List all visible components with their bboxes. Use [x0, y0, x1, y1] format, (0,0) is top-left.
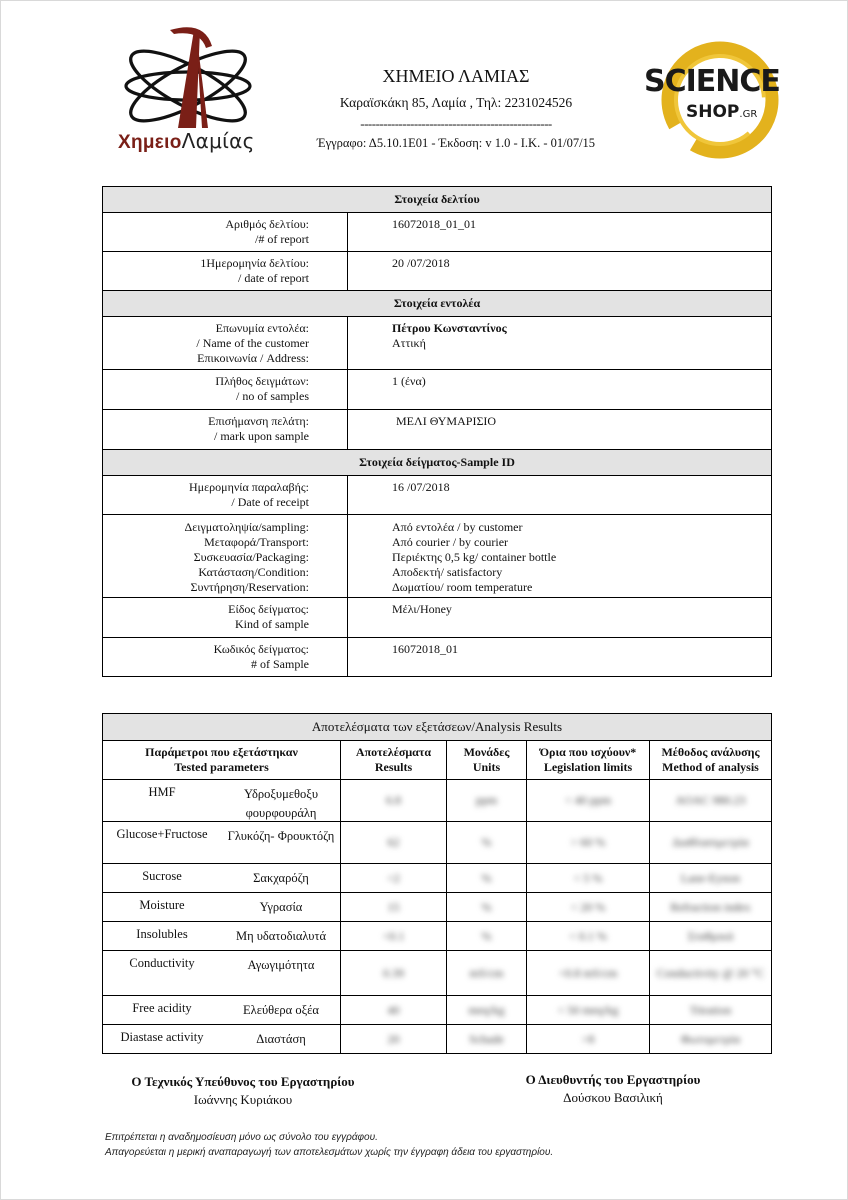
parameter-en: HMF	[148, 785, 176, 799]
lab-address: Καραϊσκάκη 85, Λαμία , Τηλ: 2231024526	[339, 95, 573, 110]
mark-label-gr: Επισήμανση πελάτη:	[208, 414, 309, 428]
parameter-cell	[103, 996, 341, 1025]
unit-cell	[447, 780, 527, 822]
footer-notice	[105, 1130, 553, 1160]
limit-value: >8	[581, 1031, 595, 1046]
result-value: 0.39	[383, 965, 404, 980]
transport-value: Από courier / by courier	[392, 535, 509, 549]
unit-cell	[447, 1025, 527, 1054]
results-row	[103, 864, 772, 893]
parameter-gr: Υδροξυμεθοξυ φουρφουράλη	[243, 787, 319, 820]
col-header-limits	[527, 741, 650, 780]
atom-logo-icon	[108, 24, 288, 134]
parameter-en: Insolubles	[136, 927, 188, 941]
limit-value: < 5 %	[573, 870, 603, 885]
samples-value: 1 (ένα)	[348, 370, 772, 410]
units-header-gr: Μονάδες	[463, 745, 510, 759]
samples-label-gr: Πλήθος δειγμάτων:	[215, 374, 309, 388]
logo-text-part2: Λαμίας	[181, 129, 255, 153]
unit-cell	[447, 951, 527, 996]
unit-value: meq/kg	[468, 1002, 505, 1017]
limit-value: < 20 %	[570, 899, 606, 914]
unit-cell	[447, 996, 527, 1025]
kind-label	[103, 598, 348, 638]
method-cell	[650, 1025, 772, 1054]
limits-header-gr: Όρια που ισχύουν*	[539, 745, 637, 759]
limit-cell	[527, 951, 650, 996]
kind-value: Μέλι/Honey	[348, 598, 772, 638]
param-header-gr: Παράμετροι που εξετάστηκαν	[145, 745, 298, 759]
report-no-label-gr: Αριθμός δελτίου:	[225, 217, 309, 231]
condition-value: Αποδεκτή/ satisfactory	[392, 565, 503, 579]
method-cell	[650, 822, 772, 864]
parameter-en: Diastase activity	[120, 1030, 204, 1044]
parameter-cell	[103, 951, 341, 996]
footer-line-2: Απαγορεύεται η μερική αναπαραγωγή των αποτελεσμάτων χωρίς την έγγραφη άδεια του εργαστηρίου.	[105, 1147, 554, 1158]
lab-name: ΧΗΜΕΙΟ ΛΑΜΙΑΣ	[382, 66, 530, 86]
code-value: 16072018_01	[348, 638, 772, 677]
unit-value: %	[481, 928, 492, 943]
reservation-label: Συντήρηση/Reservation:	[190, 580, 309, 594]
report-date-label-gr: 1Ημερομηνία δελτίου:	[200, 256, 309, 270]
science-shop-logo	[638, 38, 788, 162]
lab-header	[296, 66, 616, 151]
report-info-table	[102, 186, 772, 677]
results-row	[103, 996, 772, 1025]
report-date-label-en: / date of report	[238, 271, 309, 285]
logo-shop-suffix: .GR	[739, 109, 758, 120]
customer-name-value	[348, 317, 772, 370]
method-value: Διαθλασιμετρία	[672, 835, 749, 849]
result-cell	[341, 951, 447, 996]
signature-technical-manager	[118, 1074, 368, 1108]
result-value: 6.8	[386, 793, 401, 807]
limit-cell	[527, 922, 650, 951]
kind-label-gr: Είδος δείγματος:	[228, 602, 309, 616]
parameter-cell	[103, 822, 341, 864]
parameter-gr: Σακχαρόζη	[253, 871, 309, 885]
method-value: Σταθμικά	[687, 928, 734, 943]
method-cell	[650, 780, 772, 822]
parameter-en: Conductivity	[129, 956, 195, 970]
logo-text-part1: Χημειο	[118, 132, 182, 153]
method-cell	[650, 864, 772, 893]
limit-value: < 50 meq/kg	[557, 1002, 619, 1017]
method-cell	[650, 893, 772, 922]
unit-cell	[447, 822, 527, 864]
reservation-value: Δωματίου/ room temperature	[392, 580, 533, 594]
limit-cell	[527, 1025, 650, 1054]
customer-name-label	[103, 317, 348, 370]
report-date-value: 20 /07/2018	[348, 252, 772, 291]
parameter-gr: Μη υδατοδιαλυτά	[235, 929, 327, 943]
parameter-cell	[103, 1025, 341, 1054]
param-header-en: Tested parameters	[174, 760, 269, 774]
signature-right-name: Δούσκου Βασιλική	[563, 1090, 663, 1105]
samples-label-en: / no of samples	[236, 389, 309, 403]
code-label	[103, 638, 348, 677]
unit-cell	[447, 922, 527, 951]
limits-header-en: Legislation limits	[543, 760, 633, 774]
results-row	[103, 1025, 772, 1054]
customer-name-label-en: / Name of the customer	[196, 336, 309, 350]
result-cell	[341, 893, 447, 922]
limit-cell	[527, 780, 650, 822]
method-header-en: Method of analysis	[662, 760, 759, 774]
section-title-sample: Στοιχεία δείγματος-Sample ID	[103, 450, 772, 476]
code-label-en: # of Sample	[251, 657, 309, 671]
method-value: Φωτομετρία	[680, 1031, 741, 1046]
logo-shop-text	[686, 102, 757, 122]
limit-cell	[527, 893, 650, 922]
packaging-value: Περιέκτης 0,5 kg/ container bottle	[392, 550, 557, 564]
receipt-value: 16 /07/2018	[348, 476, 772, 515]
method-cell	[650, 922, 772, 951]
signature-right-title: Ο Διευθυντής του Εργαστηρίου	[525, 1072, 701, 1087]
footer-line-1: Επιτρέπεται η αναδημοσίευση μόνο ως σύνολο του εγγράφου.	[105, 1132, 378, 1143]
results-row	[103, 893, 772, 922]
sampling-values	[348, 515, 772, 598]
results-row	[103, 951, 772, 996]
report-date-label	[103, 252, 348, 291]
unit-cell	[447, 864, 527, 893]
result-value: <2	[387, 870, 400, 885]
parameter-en: Sucrose	[142, 869, 182, 883]
customer-name-label-gr: Επωνυμία εντολέα:	[215, 321, 309, 335]
limit-value: < 40 ppm	[564, 793, 612, 807]
results-row	[103, 922, 772, 951]
kind-label-en: Kind of sample	[235, 617, 309, 631]
customer-name: Πέτρου Κωνσταντίνος	[392, 321, 507, 335]
header-separator: --------------------------------------------------	[360, 116, 552, 131]
result-value: 15	[387, 899, 400, 914]
samples-label	[103, 370, 348, 410]
mark-value: ΜΕΛΙ ΘΥΜΑΡΙΣΙΟ	[348, 410, 772, 450]
result-cell	[341, 822, 447, 864]
sampling-labels	[103, 515, 348, 598]
unit-value: mS/cm	[469, 965, 504, 980]
parameter-cell	[103, 864, 341, 893]
unit-value: %	[481, 870, 492, 885]
results-header-en: Results	[374, 760, 413, 774]
logo-text	[118, 128, 255, 154]
result-cell	[341, 922, 447, 951]
signature-left-title: Ο Τεχνικός Υπεύθυνος του Εργαστηρίου	[131, 1074, 355, 1089]
report-no-label	[103, 213, 348, 252]
section-title-report: Στοιχεία δελτίου	[103, 187, 772, 213]
parameter-gr: Υγρασία	[259, 900, 303, 914]
logo-science-text: SCIENCE	[644, 64, 780, 99]
col-header-method	[650, 741, 772, 780]
unit-cell	[447, 893, 527, 922]
unit-value: %	[481, 835, 492, 849]
signature-left-name: Ιωάννης Κυριάκου	[193, 1092, 293, 1107]
results-title: Αποτελέσματα των εξετάσεων/Analysis Results	[103, 714, 772, 741]
transport-label: Μεταφορά/Transport:	[204, 535, 309, 549]
customer-contact-label: Επικοινωνία / Address:	[197, 351, 309, 365]
unit-value: %	[481, 899, 492, 914]
result-value: 40	[387, 1002, 400, 1017]
method-value: Titration	[689, 1002, 732, 1017]
packaging-label: Συσκευασία/Packaging:	[193, 550, 309, 564]
method-cell	[650, 951, 772, 996]
result-cell	[341, 996, 447, 1025]
result-value: <0.1	[382, 928, 405, 943]
condition-label: Κατάσταση/Condition:	[198, 565, 309, 579]
results-row	[103, 822, 772, 864]
method-value: Conductivity @ 20 °C	[656, 965, 765, 980]
signature-lab-director	[488, 1072, 738, 1106]
parameter-en: Glucose+Fructose	[116, 827, 208, 841]
parameter-cell	[103, 922, 341, 951]
report-no-value: 16072018_01_01	[348, 213, 772, 252]
limit-value: > 60 %	[570, 835, 606, 849]
col-header-parameters	[103, 741, 341, 780]
customer-address: Αττική	[392, 336, 426, 350]
code-label-gr: Κωδικός δείγματος:	[213, 642, 309, 656]
method-value: Refraction index	[670, 899, 751, 914]
sampling-label: Δειγματοληψία/sampling:	[184, 520, 309, 534]
parameter-en: Moisture	[139, 898, 185, 912]
receipt-label	[103, 476, 348, 515]
parameter-gr: Διαστάση	[256, 1032, 306, 1046]
result-value: 20	[387, 1031, 400, 1046]
sampling-value: Από εντολέα / by customer	[392, 520, 523, 534]
col-header-units	[447, 741, 527, 780]
result-cell	[341, 1025, 447, 1054]
col-header-results	[341, 741, 447, 780]
unit-value: Schade	[469, 1031, 504, 1046]
receipt-label-en: / Date of receipt	[231, 495, 309, 509]
result-cell	[341, 864, 447, 893]
chemistry-lab-logo	[108, 24, 288, 164]
parameter-gr: Γλυκόζη- Φρουκτόζη	[227, 829, 335, 843]
limit-value: <0.8 mS/cm	[558, 965, 618, 980]
analysis-results-table	[102, 713, 772, 1054]
limit-cell	[527, 996, 650, 1025]
method-value: AOAC 980.23	[675, 793, 746, 807]
parameter-cell	[103, 893, 341, 922]
unit-value: ppm	[475, 793, 498, 807]
parameter-gr: Ελεύθερα οξέα	[243, 1003, 319, 1017]
results-row	[103, 780, 772, 822]
result-cell	[341, 780, 447, 822]
results-header-gr: Αποτελέσματα	[355, 745, 432, 759]
receipt-label-gr: Ημερομηνία παραλαβής:	[189, 480, 309, 494]
section-title-customer: Στοιχεία εντολέα	[103, 291, 772, 317]
method-header-gr: Μέθοδος ανάλυσης	[661, 745, 760, 759]
mark-label	[103, 410, 348, 450]
units-header-en: Units	[472, 760, 501, 774]
brush-ring-icon	[638, 38, 788, 162]
results-body	[103, 780, 772, 1054]
mark-label-en: / mark upon sample	[214, 429, 309, 443]
limit-value: < 0.1 %	[569, 928, 607, 943]
parameter-cell	[103, 780, 341, 822]
method-value: Lane-Eynon	[680, 870, 741, 885]
parameter-en: Free acidity	[132, 1001, 192, 1015]
method-cell	[650, 996, 772, 1025]
limit-cell	[527, 822, 650, 864]
parameter-gr: Αγωγιμότητα	[247, 958, 315, 972]
result-value: 62	[387, 835, 400, 849]
report-no-label-en: /# of report	[255, 232, 309, 246]
logo-shop-word: SHOP	[686, 102, 740, 122]
limit-cell	[527, 864, 650, 893]
document-reference: Έγγραφο: Δ5.10.1Ε01 - Έκδοση: v 1.0 - Ι.Κ. - 01/07/15	[316, 136, 596, 150]
